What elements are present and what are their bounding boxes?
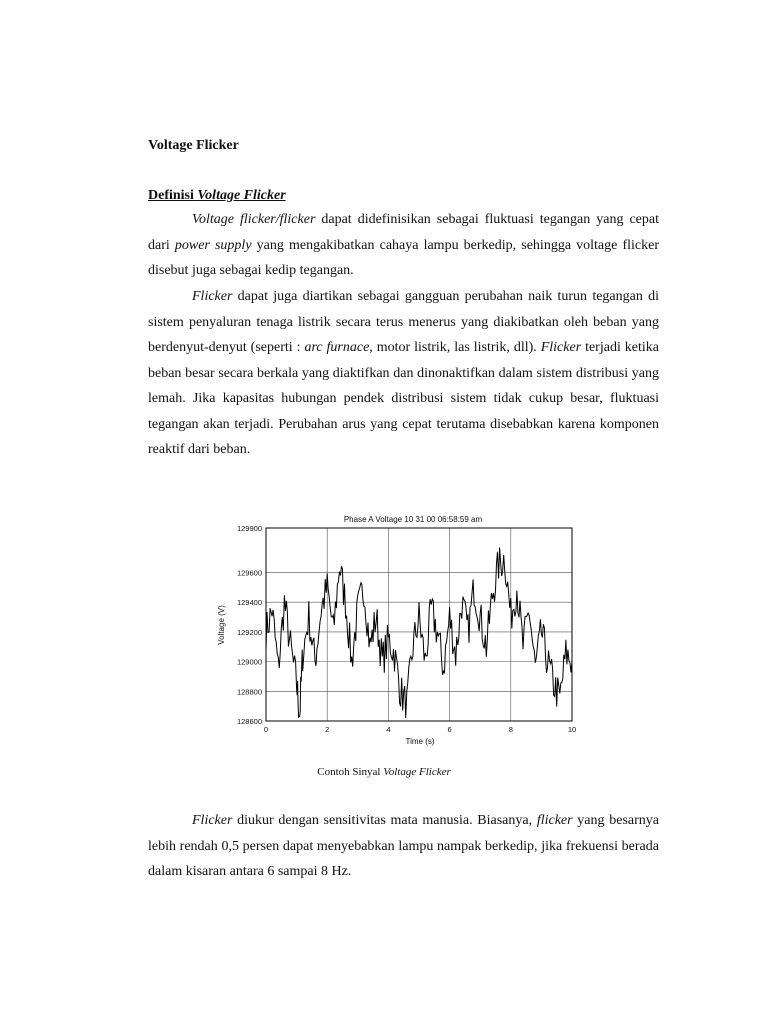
p1-italic-2: power supply	[174, 237, 252, 253]
p1-text-2: yang mengakibatkan cahaya lampu berkedip, sehingga voltage flicker disebut juga sebagai kedip tegangan.	[148, 237, 659, 278]
p3-text-2: yang besarnya lebih rendah 0,5 persen dapat menyebabkan lampu nampak berkedip, jika frekuensi berada dalam kisaran antara 6 sampai 8 Hz.	[148, 813, 659, 879]
y-tick-label: 129400	[236, 598, 262, 608]
paragraph-causes	[148, 284, 659, 463]
y-tick-label: 129000	[236, 657, 262, 667]
paragraph-sensitivity	[148, 808, 659, 885]
y-tick-label: 129900	[236, 524, 262, 533]
p2-text-1: dapat juga diartikan sebagai gangguan perubahan naik turun tegangan di sistem penyaluran tenaga listrik secara terus menerus yang diakibatkan oleh beban yang berdenyut-denyut (seperti :	[148, 289, 659, 355]
x-tick-label: 8	[508, 725, 513, 734]
paragraph-definition	[148, 207, 659, 284]
voltage-flicker-chart	[210, 508, 590, 753]
p2-italic-2: arc furnace	[304, 340, 370, 355]
figure-caption	[0, 766, 768, 778]
section-heading-italic: Voltage Flicker	[197, 188, 286, 203]
p2-text-2: , motor listrik, las listrik, dll).	[369, 340, 541, 355]
p1-text-1: dapat didefinisikan sebagai fluktuasi tegangan yang cepat dari	[148, 212, 659, 253]
p1-italic-1: Voltage flicker/flicker	[192, 212, 316, 227]
x-tick-label: 6	[447, 725, 452, 734]
p2-italic-1: Flicker	[192, 289, 233, 304]
p2-italic-3: Flicker	[540, 340, 582, 355]
caption-plain: Contoh Sinyal	[317, 766, 384, 778]
chart-grid	[266, 528, 572, 721]
caption-italic: Voltage Flicker	[383, 766, 451, 778]
chart-title: Phase A Voltage 10 31 00 06:58:59 am	[343, 515, 483, 524]
voltage-series-line	[266, 548, 572, 719]
p3-text-1: diukur dengan sensitivitas mata manusia. Biasanya,	[232, 813, 537, 828]
x-tick-label: 0	[263, 725, 269, 734]
section-heading-plain: Definisi	[148, 188, 198, 203]
p2-text-3: terjadi ketika beban besar secara berkala yang diaktifkan dan dinonaktifkan dalam sistem distribusi yang lemah. Jika kapasitas hubungan pendek distribusi sistem tidak cukup besar, fluktuasi tegangan akan terjadi. Perubahan arus yang cepat terutama disebabkan karena komponen reaktif dari beban.	[148, 340, 659, 457]
y-tick-label: 128800	[236, 687, 262, 697]
x-tick-label: 10	[567, 725, 577, 734]
plot-frame	[266, 528, 572, 721]
document-title: Voltage Flicker	[148, 138, 239, 153]
section-heading	[148, 188, 286, 204]
p3-italic-1: Flicker	[192, 813, 233, 828]
y-tick-label: 129600	[236, 568, 262, 578]
x-tick-label: 2	[325, 725, 330, 734]
chart-xlabel: Time (s)	[405, 737, 435, 746]
x-tick-label: 4	[386, 725, 391, 734]
p3-italic-2: flicker	[536, 813, 573, 828]
chart-ylabel: Voltage (V)	[217, 605, 226, 645]
y-tick-label: 128600	[236, 717, 262, 726]
y-tick-label: 129200	[236, 627, 262, 637]
